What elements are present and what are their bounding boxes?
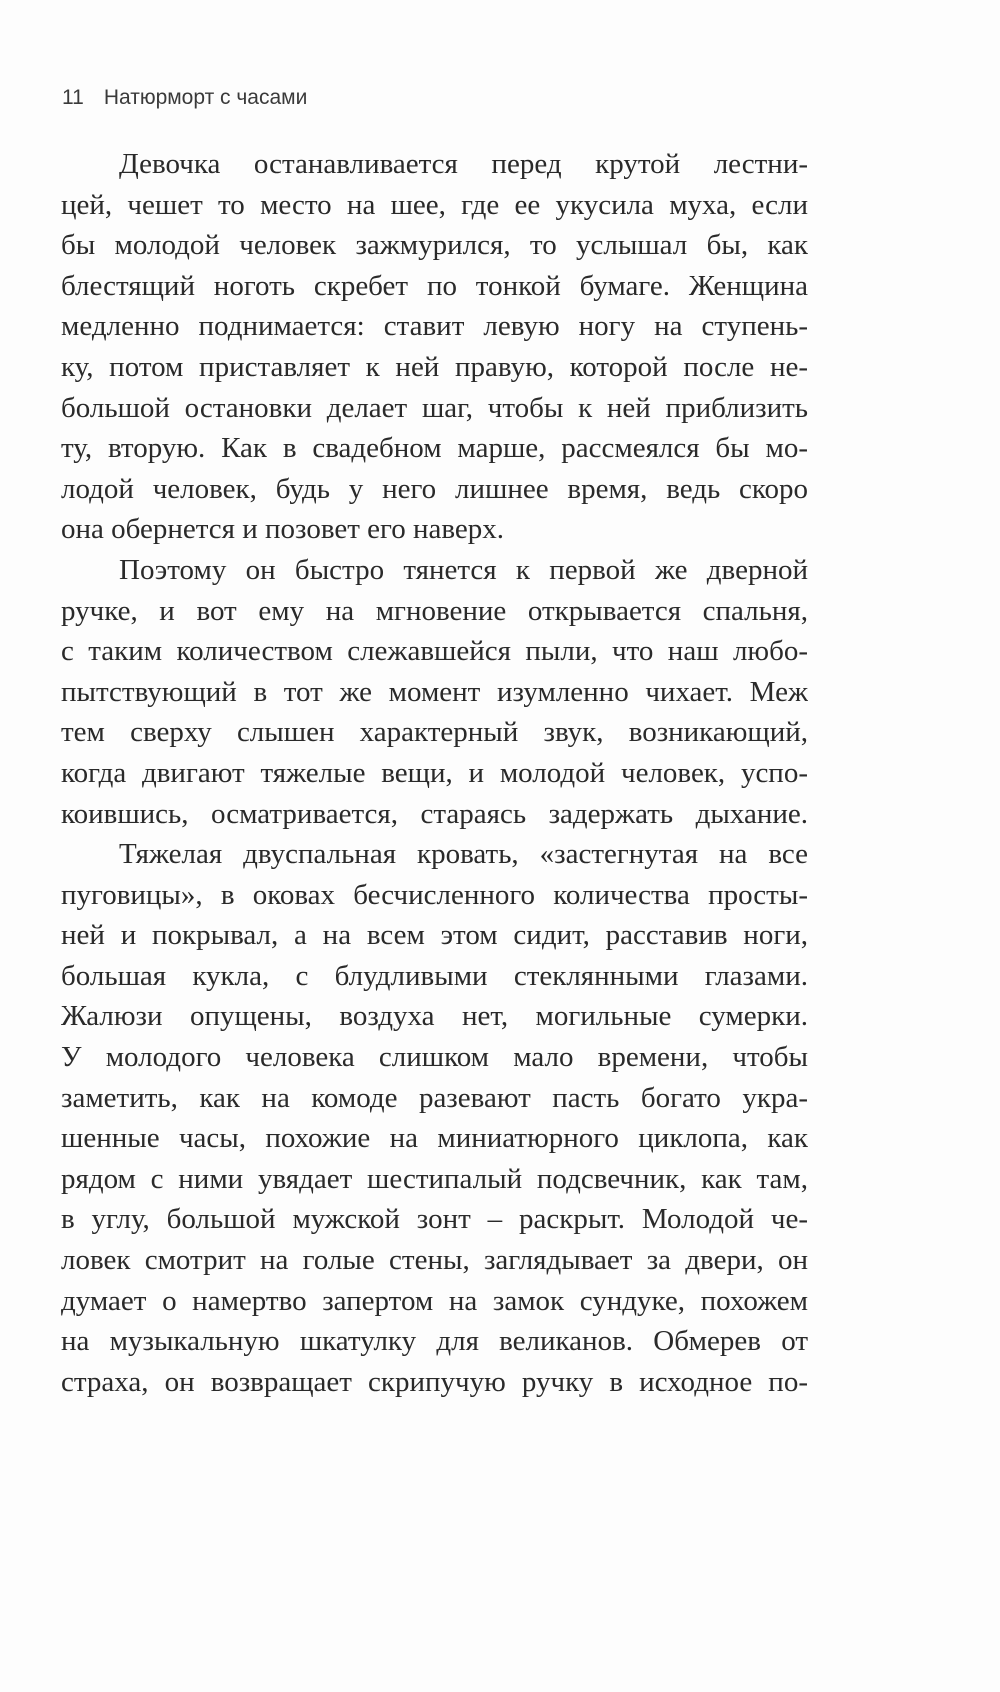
paragraph-1 [61,144,808,550]
text-line: лодой человек, будь у него лишнее время, ведь скоро [61,472,808,505]
text-line: медленно поднимается: ставит левую ногу на ступень- [61,310,808,343]
running-header [62,84,307,112]
text-line: У молодого человека слишком мало времени, чтобы [61,1041,808,1074]
paragraph-3 [61,834,808,1402]
text-line: Девочка останавливается перед крутой лестни- [119,148,808,180]
text-line: шенные часы, похожие на миниатюрного циклопа, как [61,1122,808,1155]
text-line: ту, вторую. Как в свадебном марше, рассмеялся бы мо- [61,432,808,465]
text-line: тем сверху слышен характерный звук, возникающий, [61,716,808,749]
text-line: думает о намертво запертом на замок сундуке, похожем [61,1284,808,1317]
text-line: рядом с ними увядает шестипалый подсвечник, как там, [61,1162,808,1195]
text-line: ручке, и вот ему на мгновение открывается спальня, [61,594,808,627]
chapter-title: Натюрморт с часами [103,86,308,109]
text-line: пуговицы», в оковах бесчисленного количества просты- [61,878,808,911]
text-line: ку, потом приставляет к ней правую, которой после не- [61,350,808,383]
text-line: большой остановки делает шаг, чтобы к ней приблизить [61,391,808,424]
text-line: ловек смотрит на голые стены, заглядывает за двери, он [61,1244,808,1277]
body-text [61,144,808,1402]
text-line: в углу, большой мужской зонт – раскрыт. Молодой че- [61,1203,808,1236]
text-line: заметить, как на комоде разевают пасть богато укра- [61,1081,808,1114]
text-line: она обернется и позовет его наверх. [61,513,504,546]
text-line: Тяжелая двуспальная кровать, «застегнутая на все [119,838,808,871]
paragraph-2 [61,550,808,834]
text-line: блестящий ноготь скребет по тонкой бумаге. Женщина [61,269,808,302]
page-number: 11 [62,86,84,109]
text-line: с таким количеством слежавшейся пыли, что наш любо- [61,635,808,668]
text-line: пытствующий в тот же момент изумленно чихает. Меж [61,675,808,708]
text-line: когда двигают тяжелые вещи, и молодой человек, успо- [61,756,808,789]
text-line: коившись, осматривается, стараясь задержать дыхание. [61,797,808,830]
text-line: цей, чешет то место на шее, где ее укусила муха, если [61,188,808,221]
text-line: большая кукла, с блудливыми стеклянными глазами. [61,959,808,992]
text-line: бы молодой человек зажмурился, то услышал бы, как [61,229,808,262]
text-line: ней и покрывал, а на всем этом сидит, расставив ноги, [61,919,808,952]
text-line: Жалюзи опущены, воздуха нет, могильные сумерки. [61,1000,808,1033]
text-line: страха, он возвращает скрипучую ручку в исходное по- [61,1365,808,1398]
text-line: Поэтому он быстро тянется к первой же дверной [119,553,808,586]
text-line: на музыкальную шкатулку для великанов. Обмерев от [61,1325,808,1358]
